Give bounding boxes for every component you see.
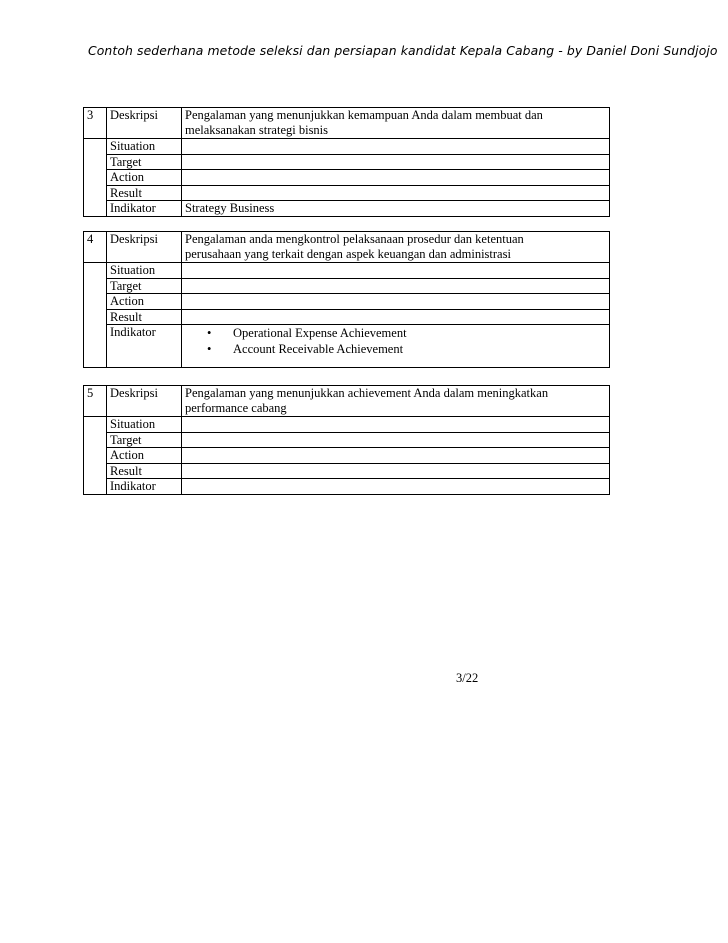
- target-value: [182, 432, 610, 448]
- action-value: [182, 448, 610, 464]
- situation-row: [84, 417, 610, 433]
- number-spacer: [84, 309, 107, 325]
- indikator-label: Indikator: [107, 325, 182, 368]
- deskripsi-label: Deskripsi: [107, 232, 182, 263]
- result-row: [84, 185, 610, 201]
- deskripsi-line: Pengalaman anda mengkontrol pelaksanaan prosedur dan ketentuan: [185, 232, 524, 246]
- result-label: Result: [107, 185, 182, 201]
- indikator-bullet-item: • Operational Expense Achievement: [185, 325, 606, 341]
- number-spacer: [84, 139, 107, 155]
- deskripsi-label: Deskripsi: [107, 386, 182, 417]
- situation-label: Situation: [107, 263, 182, 279]
- action-value: [182, 170, 610, 186]
- deskripsi-row: [84, 386, 610, 417]
- number-spacer: [84, 278, 107, 294]
- action-label: Action: [107, 170, 182, 186]
- indikator-bullet-item: • Account Receivable Achievement: [185, 341, 606, 357]
- deskripsi-line: performance cabang: [185, 400, 287, 415]
- indikator-row: [84, 479, 610, 495]
- situation-row: [84, 263, 610, 279]
- result-value: [182, 463, 610, 479]
- target-value: [182, 278, 610, 294]
- indikator-bullet-list: [185, 325, 606, 357]
- deskripsi-line: Pengalaman yang menunjukkan achievement Anda dalam meningkatkan: [185, 386, 549, 400]
- deskripsi-value: [182, 108, 610, 139]
- target-label: Target: [107, 432, 182, 448]
- number-spacer: [84, 294, 107, 310]
- deskripsi-label: Deskripsi: [107, 108, 182, 139]
- indikator-value: [182, 479, 610, 495]
- indikator-row: [84, 325, 610, 368]
- number-spacer: [84, 154, 107, 170]
- situation-row: [84, 139, 610, 155]
- situation-label: Situation: [107, 417, 182, 433]
- target-label: Target: [107, 278, 182, 294]
- indikator-label: Indikator: [107, 479, 182, 495]
- page-number: 3/22: [456, 671, 479, 685]
- number-spacer: [84, 432, 107, 448]
- deskripsi-line: perusahaan yang terkait dengan aspek keuangan dan administrasi: [185, 246, 511, 261]
- item-number: 5: [84, 386, 107, 417]
- number-spacer: [84, 479, 107, 495]
- action-label: Action: [107, 294, 182, 310]
- result-value: [182, 309, 610, 325]
- action-row: [84, 448, 610, 464]
- number-spacer: [84, 170, 107, 186]
- target-row: [84, 432, 610, 448]
- result-row: [84, 309, 610, 325]
- result-row: [84, 463, 610, 479]
- indikator-value: [182, 325, 610, 368]
- action-row: [84, 294, 610, 310]
- target-row: [84, 154, 610, 170]
- situation-label: Situation: [107, 139, 182, 155]
- result-label: Result: [107, 309, 182, 325]
- deskripsi-value: [182, 232, 610, 263]
- deskripsi-row: [84, 108, 610, 139]
- number-spacer: [84, 448, 107, 464]
- competency-table-5: [83, 385, 610, 495]
- situation-value: [182, 417, 610, 433]
- document-header: Contoh sederhana metode seleksi dan persiapan kandidat Kepala Cabang - by Daniel Doni Sundjojo: [88, 43, 718, 58]
- deskripsi-row: [84, 232, 610, 263]
- indikator-value: Strategy Business: [182, 201, 610, 217]
- deskripsi-value: [182, 386, 610, 417]
- number-spacer: [84, 263, 107, 279]
- number-spacer: [84, 185, 107, 201]
- competency-table-3: [83, 107, 610, 217]
- number-spacer: [84, 325, 107, 368]
- action-label: Action: [107, 448, 182, 464]
- number-spacer: [84, 201, 107, 217]
- action-row: [84, 170, 610, 186]
- deskripsi-line: melaksanakan strategi bisnis: [185, 122, 329, 137]
- result-value: [182, 185, 610, 201]
- target-label: Target: [107, 154, 182, 170]
- action-value: [182, 294, 610, 310]
- competency-table-4: [83, 231, 610, 368]
- target-value: [182, 154, 610, 170]
- indikator-label: Indikator: [107, 201, 182, 217]
- deskripsi-line: Pengalaman yang menunjukkan kemampuan Anda dalam membuat dan: [185, 108, 543, 122]
- situation-value: [182, 263, 610, 279]
- number-spacer: [84, 463, 107, 479]
- item-number: 3: [84, 108, 107, 139]
- indikator-row: [84, 201, 610, 217]
- situation-value: [182, 139, 610, 155]
- number-spacer: [84, 417, 107, 433]
- item-number: 4: [84, 232, 107, 263]
- result-label: Result: [107, 463, 182, 479]
- target-row: [84, 278, 610, 294]
